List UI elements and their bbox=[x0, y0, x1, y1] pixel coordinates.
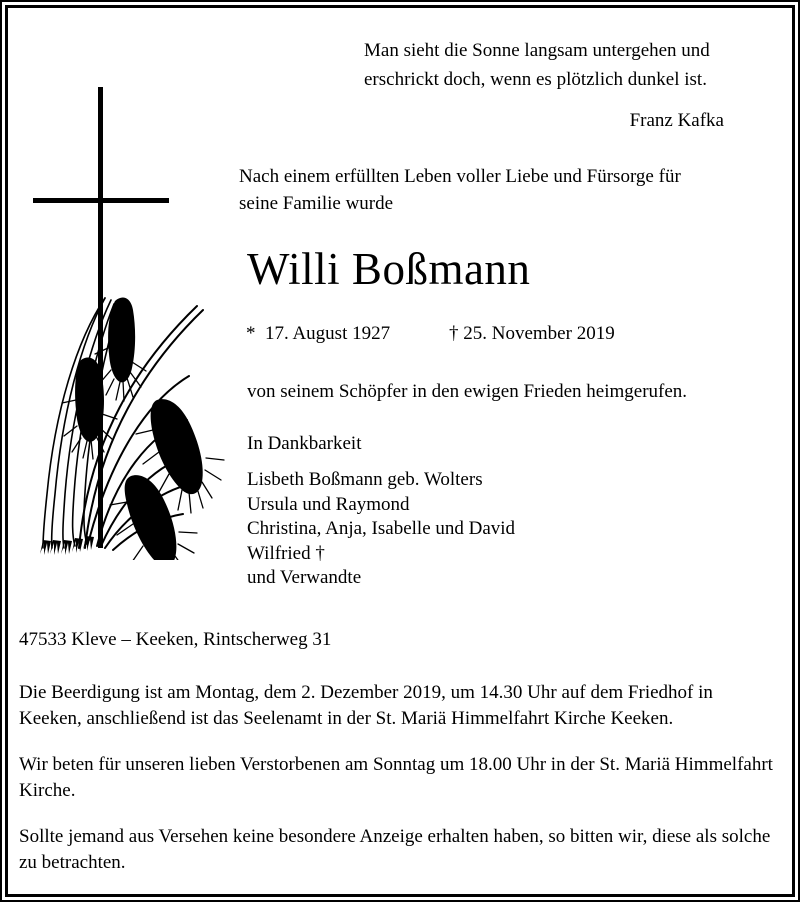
family-member: Wilfried † bbox=[247, 542, 325, 564]
family-list bbox=[247, 468, 717, 591]
death-date: 25. November 2019 bbox=[463, 323, 615, 344]
cross-vertical-beam bbox=[98, 87, 103, 548]
family-member: Ursula und Raymond bbox=[247, 493, 410, 515]
birth-star-icon: * bbox=[246, 323, 256, 344]
opening-quote bbox=[364, 36, 730, 94]
intro-text bbox=[239, 163, 729, 217]
life-dates bbox=[246, 320, 746, 347]
family-member: Lisbeth Boßmann geb. Wolters bbox=[247, 469, 483, 490]
death-date-group bbox=[449, 320, 615, 347]
intro-line-2: seine Familie wurde bbox=[239, 193, 394, 214]
birth-date-group bbox=[246, 320, 449, 347]
address-line: 47533 Kleve – Keeken, Rintscherweg 31 bbox=[19, 629, 332, 650]
intro-line-1: Nach einem erfüllten Leben voller Liebe und Fürsorge für bbox=[239, 166, 681, 187]
cross-horizontal-beam bbox=[33, 198, 169, 203]
gratitude-heading: In Dankbarkeit bbox=[247, 433, 362, 454]
quote-author: Franz Kafka bbox=[629, 110, 724, 131]
prayer-details-paragraph: Wir beten für unseren lieben Verstorbenen am Sonntag um 18.00 Uhr in der St. Mariä Himmelfahrt Kirche. bbox=[19, 754, 773, 801]
family-member: und Verwandte bbox=[247, 567, 362, 588]
family-member: Christina, Anja, Isabelle und David bbox=[247, 518, 516, 539]
death-cross-icon: † bbox=[449, 323, 459, 344]
deceased-name: Willi Boßmann bbox=[247, 244, 531, 294]
quote-line-1: Man sieht die Sonne langsam untergehen und bbox=[364, 40, 710, 61]
quote-line-2: erschrickt doch, wenn es plötzlich dunkel ist. bbox=[364, 69, 707, 90]
birth-date: 17. August 1927 bbox=[265, 323, 391, 344]
funeral-details-paragraph: Die Beerdigung ist am Montag, dem 2. Dezember 2019, um 14.30 Uhr auf dem Friedhof in Keeken, anschließend ist das Seelenamt in der St. Mariä Himmelfahrt Kirche Keeken. bbox=[19, 682, 713, 729]
notice-disclaimer-paragraph: Sollte jemand aus Versehen keine besondere Anzeige erhalten haben, so bitten wir, diese als solche zu betrachten. bbox=[19, 826, 771, 873]
called-home-text: von seinem Schöpfer in den ewigen Frieden heimgerufen. bbox=[247, 381, 688, 402]
cross-and-wheat-illustration bbox=[19, 70, 234, 560]
